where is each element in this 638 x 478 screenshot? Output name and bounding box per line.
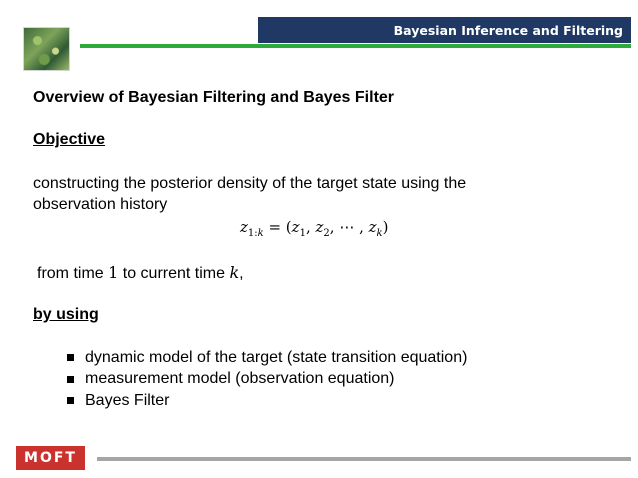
header-title: Bayesian Inference and Filtering bbox=[393, 22, 623, 38]
list-item: dynamic model of the target (state transition equation) bbox=[67, 347, 467, 369]
slide-heading: Overview of Bayesian Filtering and Bayes Filter bbox=[33, 89, 395, 106]
footer-logo: MOFT bbox=[16, 446, 85, 470]
list-item: measurement model (observation equation) bbox=[67, 369, 467, 391]
header-title-bar bbox=[258, 17, 631, 43]
objective-line-2: observation history bbox=[33, 196, 168, 213]
time-range-text: from time 1 to current time k, bbox=[37, 263, 244, 282]
objective-line-1: constructing the posterior density of the target state using the bbox=[33, 175, 467, 192]
square-bullet-icon bbox=[67, 397, 74, 404]
by-using-label: by using bbox=[33, 306, 99, 323]
footer-divider bbox=[97, 457, 631, 461]
square-bullet-icon bbox=[67, 354, 74, 361]
logo-image bbox=[23, 27, 70, 71]
bullet-list bbox=[67, 347, 467, 412]
header-divider bbox=[80, 44, 631, 48]
list-item: Bayes Filter bbox=[67, 390, 467, 412]
square-bullet-icon bbox=[67, 376, 74, 383]
observation-equation: $z_{1:k} = (z_1$, $z_2$, ⋯ , $z_k$) bbox=[240, 218, 389, 239]
objective-label: Objective bbox=[33, 131, 106, 148]
